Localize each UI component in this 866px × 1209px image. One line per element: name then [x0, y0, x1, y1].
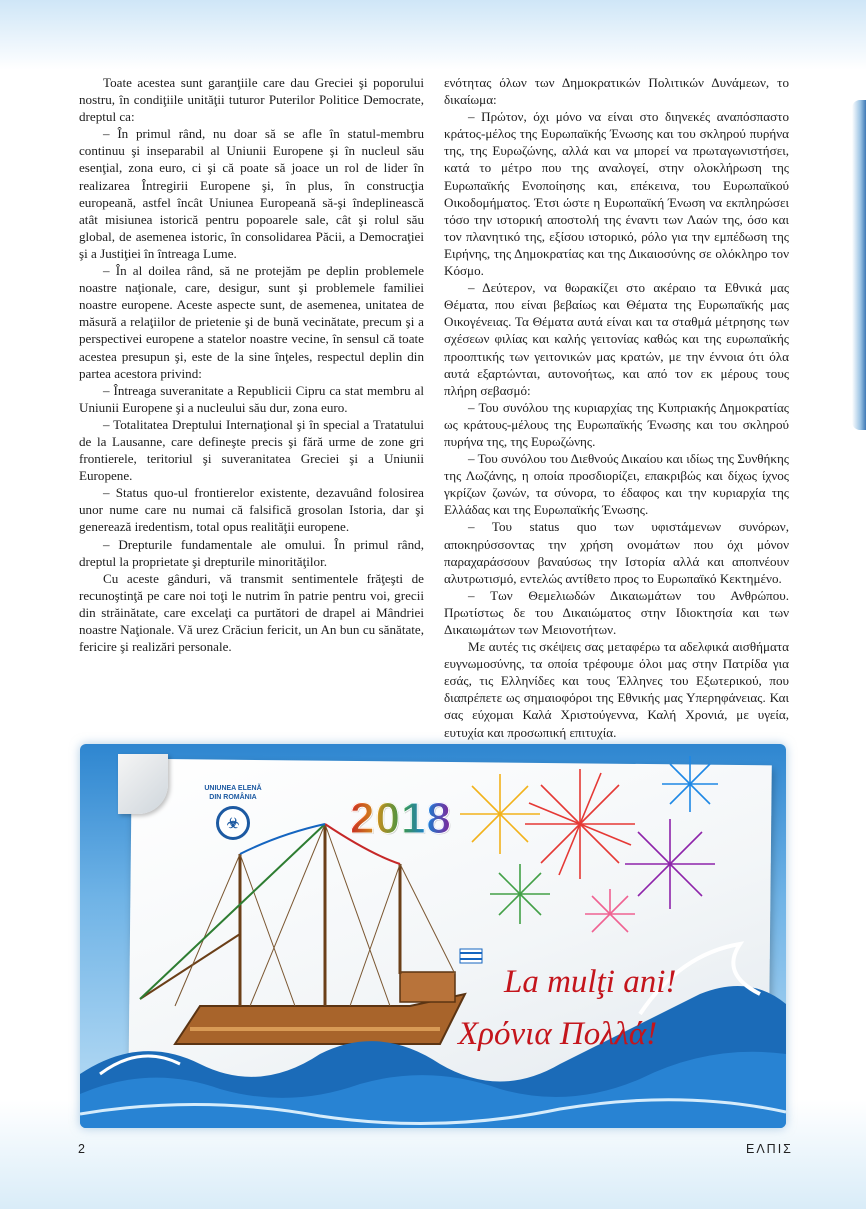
paragraph: – Του συνόλου του Διεθνούς Δικαίου και ιδίως της Συνθήκης της Λωζάνης, η οποία προσδιορίζει, επακριβώς και δίχως ίχνος γκρίζων ζωνών, τα σύνορα, το έδαφος και την κυριαρχία της Ελλάδας και της Ευρωπαϊκής Ένωσης. [444, 451, 789, 518]
paragraph: – Status quo-ul frontierelor existente, dezavuând folosirea unor nume care nu numai că falsifică grosolan Istoria, dar şi generează iredentism, total opus realităţii europene. [79, 485, 424, 535]
paragraph: – Δεύτερον, να θωρακίζει στο ακέραιο τα Εθνικά μας Θέματα, που είναι βεβαίως και Θέματα της Ευρωπαϊκής μας Οικογένειας. Τα Θέματα αυτά είναι και τα σταθμά μέτρησης των σχέσεων φιλίας και καλής γειτονίας καθώς και της ευρωπαϊκής προοπτικής των γειτονικών μας κρατών, με την έννοια ότι όλα αυτά εξαρτώνται, αυτονοήτως, και από τον εκ μέρους τους πλήρη σεβασμό: [444, 280, 789, 398]
year-title: 2018 [350, 794, 452, 843]
paragraph: Toate acestea sunt garanţiile care dau Greciei şi poporului nostru, în condiţiile unităţii tuturor Puterilor Politice Democrate, dreptul ca: [79, 75, 424, 125]
greeting-card-image [80, 744, 786, 1128]
paragraph: – În al doilea rând, să ne protejăm pe deplin problemele noastre naţionale, care, desigur, sunt şi problemele familiei noastre europene. Aceste aspecte sunt, de asemenea, unitatea de măsură a relaţiilor de prietenie şi de bună vecinătate, precum şi a perspectivei europene a statelor noastre vecine, în sensul că toate acestea presupun şi, este de la sine înţeles, respectul deplin din partea acestora privind: [79, 263, 424, 381]
page-number: 2 [78, 1142, 85, 1156]
paragraph: – Του status quo των υφιστάμενων συνόρων, αποκηρύσσοντας την χρήση ονομάτων που όχι μόνον παραχαράσσουν βαναύσως την Ιστορία αλλά και αποπνέουν αλυτρωτισμό, εντελώς αντίθετο προς το Ευρωπαϊκό Κεκτημένο. [444, 519, 789, 586]
paragraph: – Drepturile fundamentale ale omului. În primul rând, dreptul la proprietate şi drepturile minorităţilor. [79, 536, 424, 569]
paragraph: – Του συνόλου της κυριαρχίας της Κυπριακής Δημοκρατίας ως κράτους-μέλους της Ευρωπαϊκής Ένωσης και του σκληρού πυρήνα της, της Ευρωζώνης. [444, 399, 789, 449]
magazine-name: ΕΛΠΙΣ [746, 1142, 793, 1156]
greeting-romanian: La mulţi ani! [504, 964, 677, 1000]
seal-icon: ☣ [216, 806, 250, 840]
paragraph: – Totalitatea Dreptului Internaţional şi în special a Tratatului de la Lausanne, care defineşte precis şi fără urme de zone gri frontierele, teritoriul şi suveranitatea Greciei şi a Uniunii Europene. [79, 416, 424, 484]
paragraph: Με αυτές τις σκέψεις σας μεταφέρω τα αδελφικά αισθήματα ευγνωμοσύνης, τα οποία τρέφουμε όλοι μας στην Πατρίδα για εσάς, τις Ελληνίδες και τους Έλληνες του Εξωτερικού, που διαπρέπετε ως σημαιοφόροι της Εθνικής μας Υπερηφάνειας. Και σας εύχομαι Καλά Χριστούγεννα, Καλή Χρονιά, με υγεία, ευτυχία και προσωπική επιτυχία. [444, 639, 789, 740]
romanian-text-column [79, 74, 424, 655]
paragraph: – În primul rând, nu doar să se afle în statul-membru continuu şi inseparabil al Uniunii Europene şi în nucleul său esenţial, zona euro, ci şi că poate să joace un rol de lider în realizarea Întregirii Europene şi, în plus, în construcţia europeană, astfel încât Uniunea Europeană să-şi îndeplinească atât misiunea istorică pentru popoarele sale, cât şi rolul său global, de asemenea istoric, în consolidarea Păcii, a Democraţiei şi a Justiţiei în întreaga Lume. [79, 126, 424, 261]
page-edge-tab [852, 100, 866, 430]
paragraph: – Întreaga suveranitate a Republicii Cipru ca stat membru al Uniunii Europene şi a nucleului său dur, zona euro. [79, 382, 424, 415]
paragraph: – Των Θεμελιωδών Δικαιωμάτων του Ανθρώπου. Πρωτίστως δε του Δικαιώματος στην Ιδιοκτησία και των Δικαιωμάτων των Μειονοτήτων. [444, 587, 789, 637]
org-name-line2: DIN ROMÂNIA [209, 794, 257, 801]
greek-text-column [444, 74, 789, 741]
sea-waves-illustration [80, 744, 786, 1128]
greeting-greek: Χρόνια Πολλά! [458, 1016, 658, 1052]
paragraph: – Πρώτον, όχι μόνο να είναι στο διηνεκές αναπόσπαστο κράτος-μέλος της Ευρωπαϊκής Ένωσης και του σκληρού πυρήνα της, της Ευρωζώνης, αλλά και να μπορεί να πρωταγωνιστήσει, κατά το μέτρο που της αναλογεί, στην ολοκλήρωση της Ευρωπαϊκής Ενοποίησης και, επέκεινα, του Ευρωπαϊκού Οικοδομήματος. Έτσι ώστε η Ευρωπαϊκή Ένωση να εκπληρώσει τόσο την ιστορική αποστολή της έναντι των Λαών της, όσο και τον πλανητικό της, εξίσου ιστορικό, ρόλο για την εμπέδωση της Ειρήνης, της Δημοκρατίας και της Δικαιοσύνης σε ολόκληρο τον Κόσμο. [444, 109, 789, 279]
paragraph: Cu aceste gânduri, vă transmit sentimentele frăţeşti de recunoştinţă pe care noi toţi le nutrim în patrie pentru voi, grecii din străinătate, care excelaţi ca purtători de drapel ai Mândriei noastre Naţionale. Vă urez Crăciun fericit, un An bun cu sănătate, fericire şi realizări personale. [79, 570, 424, 655]
paragraph: ενότητας όλων των Δημοκρατικών Πολιτικών Δυνάμεων, το δικαίωμα: [444, 75, 789, 108]
org-name-line1: UNIUNEA ELENĂ [204, 785, 262, 792]
